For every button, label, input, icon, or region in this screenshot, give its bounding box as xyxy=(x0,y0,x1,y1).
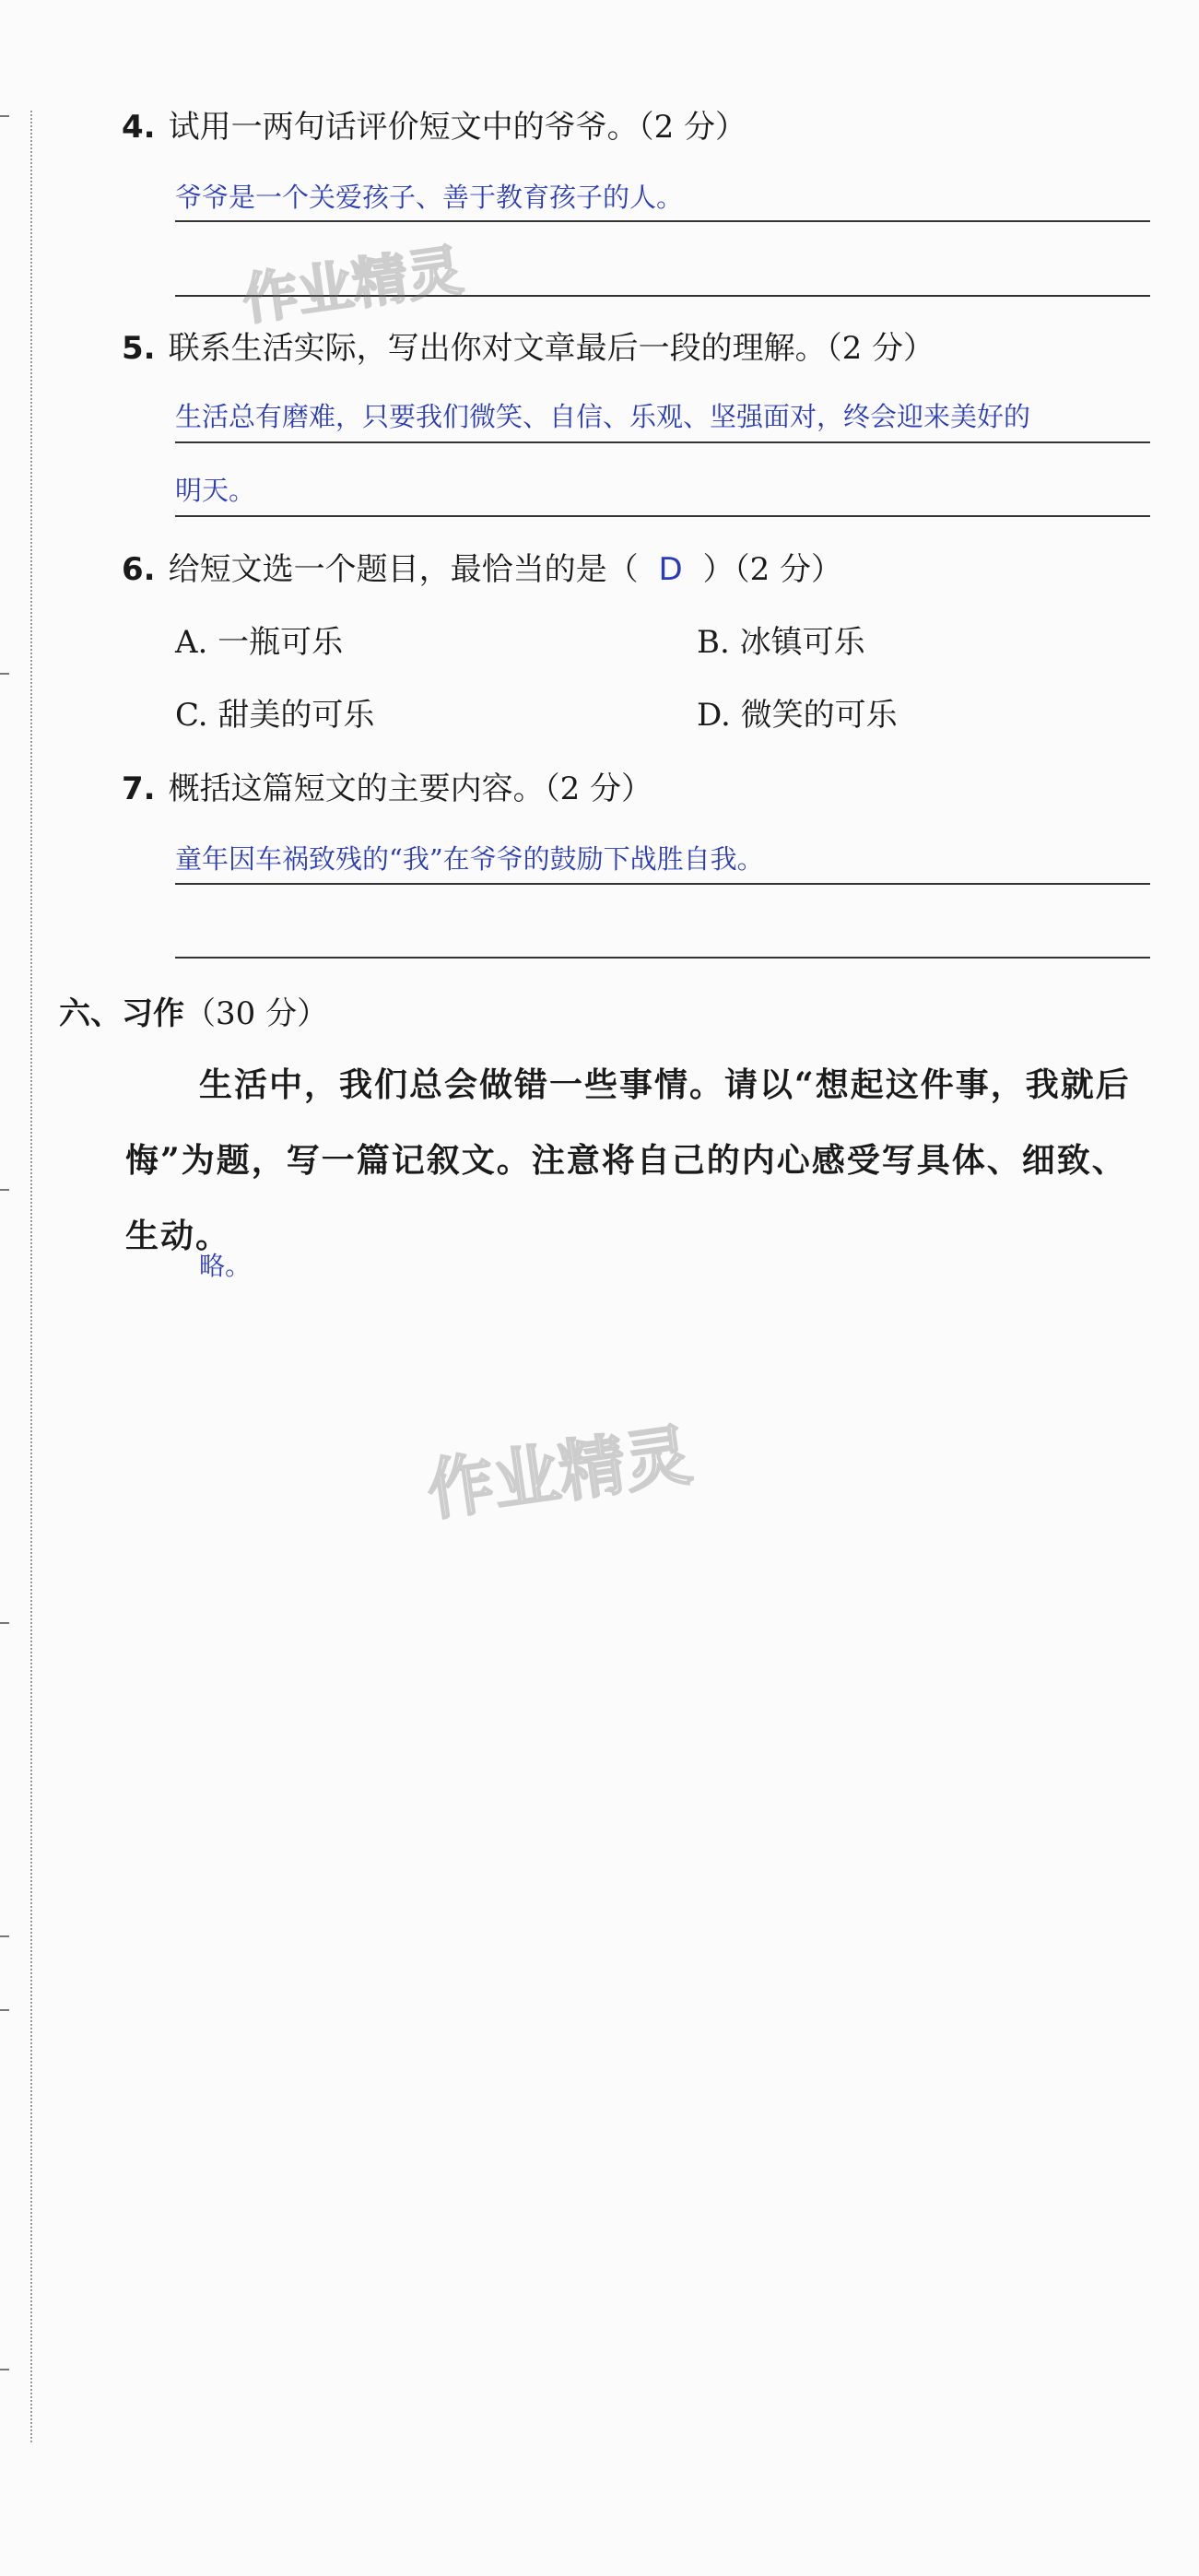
answer-q5-line2: 明天。 xyxy=(175,475,256,506)
watermark-logo: 作业精灵 xyxy=(422,1416,697,1530)
section-title: 六、习作 xyxy=(59,995,184,1032)
answer-q5-line1: 生活总有磨难，只要我们微笑、自信、乐观、坚强面对，终会迎来美好的 xyxy=(175,401,1031,432)
margin-tick xyxy=(0,2369,9,2370)
essay-prompt: 生活中，我们总会做错一些事情。请以“想起这件事，我就后悔”为题，写一篇记叙文。注意将自己的内心感受写具体、细致、生动。 xyxy=(125,1065,1131,1255)
question-points: ）（2 分） xyxy=(702,551,843,588)
option-b: B. 冰镇可乐 xyxy=(697,624,865,661)
answer-line xyxy=(175,883,1150,885)
margin-tick xyxy=(0,1935,9,1937)
answer-q7: 童年因车祸致残的“我”在爷爷的鼓励下战胜自我。 xyxy=(175,843,764,875)
margin-tick xyxy=(0,1189,9,1191)
binding-margin-line xyxy=(30,111,32,2442)
question-7 xyxy=(122,770,652,807)
margin-tick xyxy=(0,673,9,675)
question-5 xyxy=(122,330,935,367)
question-text: 给短文选一个题目，最恰当的是（ xyxy=(168,551,639,588)
section-points: （30 分） xyxy=(184,995,329,1032)
option-d: D. 微笑的可乐 xyxy=(697,697,898,734)
margin-tick xyxy=(0,1622,9,1624)
margin-tick xyxy=(0,2009,9,2011)
question-text: 试用一两句话评价短文中的爷爷。（2 分） xyxy=(168,109,747,146)
watermark-logo: 作业精灵 xyxy=(238,238,467,334)
answer-line xyxy=(175,957,1150,959)
option-c: C. 甜美的可乐 xyxy=(175,697,375,734)
margin-tick xyxy=(0,115,9,117)
question-number: 7. xyxy=(122,770,156,807)
section-6-heading xyxy=(59,995,328,1032)
question-text: 联系生活实际，写出你对文章最后一段的理解。（2 分） xyxy=(168,330,935,367)
essay-answer: 略。 xyxy=(199,1251,252,1281)
question-number: 5. xyxy=(122,330,156,367)
question-number: 4. xyxy=(122,109,156,146)
answer-q6: D xyxy=(658,551,683,588)
option-a: A. 一瓶可乐 xyxy=(175,624,344,661)
answer-line xyxy=(175,220,1150,222)
question-text: 概括这篇短文的主要内容。（2 分） xyxy=(168,770,653,807)
question-4 xyxy=(122,109,746,146)
answer-q4: 爷爷是一个关爱孩子、善于教育孩子的人。 xyxy=(175,182,684,213)
answer-line xyxy=(175,441,1150,443)
question-6 xyxy=(122,551,842,588)
question-number: 6. xyxy=(122,551,156,588)
answer-line xyxy=(175,515,1150,517)
